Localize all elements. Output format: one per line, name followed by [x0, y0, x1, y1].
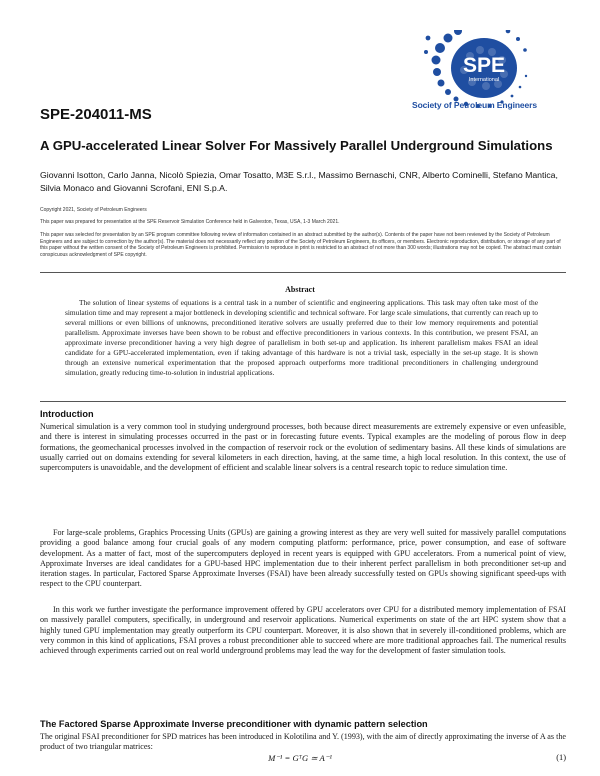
intro-paragraph-1: Numerical simulation is a very common tool in studying underground processes, both because direct measurements are extremely expensive or even unfeasible, and there is interest in simulating processes occurred in the past or in forecasting future events. Typical examples are the modeling of porous flow in deep formations, the geomechanical processes involved in the compaction of reservoir rock or the evolution of sedimentary basins. All these kinds of simulations are usually carried out on domains extending for several kilometers in each direction, having, at the same time, a high local resolution. In this context, the use of supercomputers is unavoidable, and the development of efficient and scalable linear solvers is a central research topic to reduce simulation time.	[40, 422, 566, 473]
disclaimer-notice: This paper was selected for presentation by an SPE program committee following review of information contained in an abstract submitted by the author(s). Contents of the paper have not been reviewed by the Society of Petroleum Engineers and are subject to correction by the author(s). The material does not necessarily reflect any position of the Society of Petroleum Engineers, its officers, or members. Electronic reproduction, distribution, or storage of any part of this paper without the written consent of the Society of Petroleum Engineers is prohibited. Permission to reproduce in print is restricted to an abstract of not more than 300 words; illustrations may not be copied. The abstract must contain conspicuous acknowledgment of SPE copyright.	[40, 232, 561, 258]
abstract-body: The solution of linear systems of equations is a central task in a number of scientific and engineering applications. This task may often take most of the simulation time and may represent a major bottleneck in developing scientific and technical software. For large scale simulations, that currently can reach up to several millions or even billions of unknowns, preconditioned iterative solvers are usually preferred due to their low memory requirements and potential parallelism. Approximate inverses have been shown to be robust and effective preconditioners in various contexts. In this contribution, we present FSAI, an approximate inverse preconditioner having a very high degree of parallelism in both set-up and application. Its inherent parallelism makes FSAI an ideal candidate for a GPU-accelerated implementation, even if taking advantage of this hardware is not a trivial task, especially in the set-up stage. It is shown through an extensive numerical experimentation that the proposed approach outperforms more traditional preconditioners in challenging underground simulation, greatly reducing time-to-solution in industrial applications.	[65, 298, 538, 377]
copyright-notice: Copyright 2021, Society of Petroleum Engineers	[40, 207, 147, 213]
abstract-bottom-rule	[40, 401, 566, 402]
fsai-section-heading: The Factored Sparse Approximate Inverse preconditioner with dynamic pattern selection	[40, 719, 428, 729]
equation-number: (1)	[556, 753, 566, 762]
prepared-notice: This paper was prepared for presentation at the SPE Reservoir Simulation Conference held in Galveston, Texas, USA, 1-3 March 2021.	[40, 219, 340, 225]
logo-caption: Society of Petroleum Engineers	[412, 100, 538, 110]
paper-id: SPE-204011-MS	[40, 106, 152, 123]
abstract-heading: Abstract	[285, 285, 315, 294]
intro-paragraph-3: In this work we further investigate the performance improvement offered by GPU accelerators over CPU for a distributed memory implementation of FSAI on massively parallel computers, specifically, in underground and reservoir applications. Numerical experiments on state of the art HPC system show that a highly tuned GPU implementation may greatly outperform its CPU counterpart. Moreover, it is also shown that in severely ill-conditioned problems, which are very common in this kind of applications, FSAI proves a robust preconditioner able to succeed where are more traditional approaches fail. The numerical results achieved through experiments carried out on real world underground problems may lead the way for the development of faster simulation tools.	[40, 605, 566, 656]
authors: Giovanni Isotton, Carlo Janna, Nicolò Spiezia, Omar Tosatto, M3E S.r.l., Massimo Bernaschi, CNR, Alberto Cominelli, Stefano Mantica, Silvia Monaco and Giovanni Scrofani, ENI S.p.A.	[40, 170, 558, 193]
intro-paragraph-2: For large-scale problems, Graphics Processing Units (GPUs) are gaining a growing interest as they are very well suited for massively parallel computations providing a good balance among four crucial goals of any modern computing platform: performance, price, power consumption, and ease of software development. As a matter of fact, most of the supercomputers deployed in recent years is equipped with GPU accelerators. From a numerical point of view, Approximate Inverses are ideal candidates for a GPU-based HPC implementation due to their inherent perfect parallelism in both preconditioner set-up and iteration stages. In particular, Factored Sparse Approximate Inverses (FSAI) have been already successfully tested on GPUs showing significant speed-ups with respect to the CPU counterpart.	[40, 528, 566, 589]
paper-title: A GPU-accelerated Linear Solver For Massively Parallel Underground Simulations	[40, 138, 553, 153]
introduction-heading: Introduction	[40, 409, 94, 419]
logo-subtext: International	[468, 77, 500, 83]
fsai-paragraph: The original FSAI preconditioner for SPD matrices has been introduced in Kolotilina and Y. (1993), with the aim of directly approximating the inverse of A as the product of two triangular matrices:	[40, 732, 566, 752]
abstract-top-rule	[40, 272, 566, 273]
equation-1: M⁻¹ = GᵀG ≃ A⁻¹	[268, 753, 332, 763]
logo-text: SPE	[462, 54, 506, 77]
